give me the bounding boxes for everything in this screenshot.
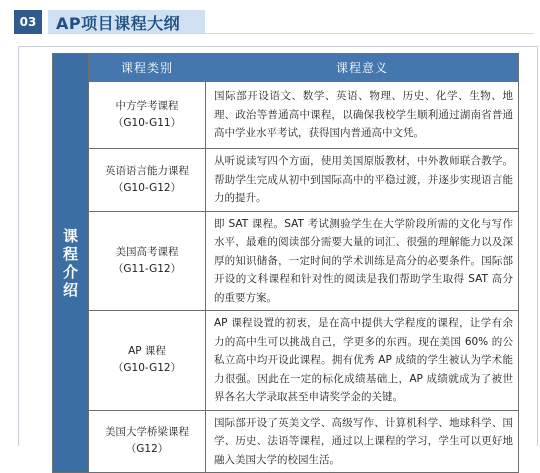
course-description: 即 SAT 课程。SAT 考试测验学生在大学阶段所需的文化与写作水平，最难的阅读部分需要大量的词汇、很强的理解能力以及深厚的知识储备，一定时间的学术训练是高分的必要条件。国际部开设的文科课程和针对性的阅读是我们帮助学生取得 SAT 高分的重要方案。 (206, 211, 519, 311)
table-row (53, 211, 519, 311)
course-category: 美国大学桥梁课程 （G12） (89, 410, 206, 473)
table-row (53, 410, 519, 473)
course-category: 英语语言能力课程 （G10-G12） (89, 149, 206, 212)
course-table (52, 53, 519, 473)
section-header (14, 10, 534, 34)
course-description: 国际部开设了英美文学、高级写作、计算机科学、地球科学、国学、历史、法语等课程，通过以上课程的学习，学生可以更好地融入美国大学的校园生活。 (206, 410, 519, 473)
course-category: AP 课程 （G10-G12） (89, 311, 206, 411)
table-row (53, 149, 519, 212)
side-label: 课 程 介 绍 (53, 54, 89, 473)
course-category: 中方学考课程 （G10-G11） (89, 82, 206, 149)
header-meaning: 课程意义 (206, 54, 519, 82)
header-category: 课程类别 (89, 54, 206, 82)
course-category: 美国高考课程 （G11-G12） (89, 211, 206, 311)
table-row (53, 311, 519, 411)
section-number: 03 (14, 10, 42, 34)
course-description: AP 课程设置的初衷，是在高中提供大学程度的课程，让学有余力的高中生可以挑战自己，学更多的东西。现在美国 60% 的公私立高中均开设此课程。拥有优秀 AP 成绩的学生被认为学术能力很强。因此在一定的标化成绩基础上，AP 成绩就成为了被世界各名大学录取甚至申请奖学金的关键。 (206, 311, 519, 411)
course-description: 从听说读写四个方面，使用美国原版教材，中外教师联合教学。帮助学生完成从初中到国际高中的平稳过渡，并逐步实现语言能力的提升。 (206, 149, 519, 212)
table-row (53, 82, 519, 149)
section-title: AP项目课程大纲 (48, 10, 205, 34)
course-description: 国际部开设语文、数学、英语、物理、历史、化学、生物、地理、政治等普通高中课程，以确保我校学生顺利通过湖南省普通高中学业水平考试，获得国内普通高中文凭。 (206, 82, 519, 149)
header-divider (48, 33, 534, 34)
